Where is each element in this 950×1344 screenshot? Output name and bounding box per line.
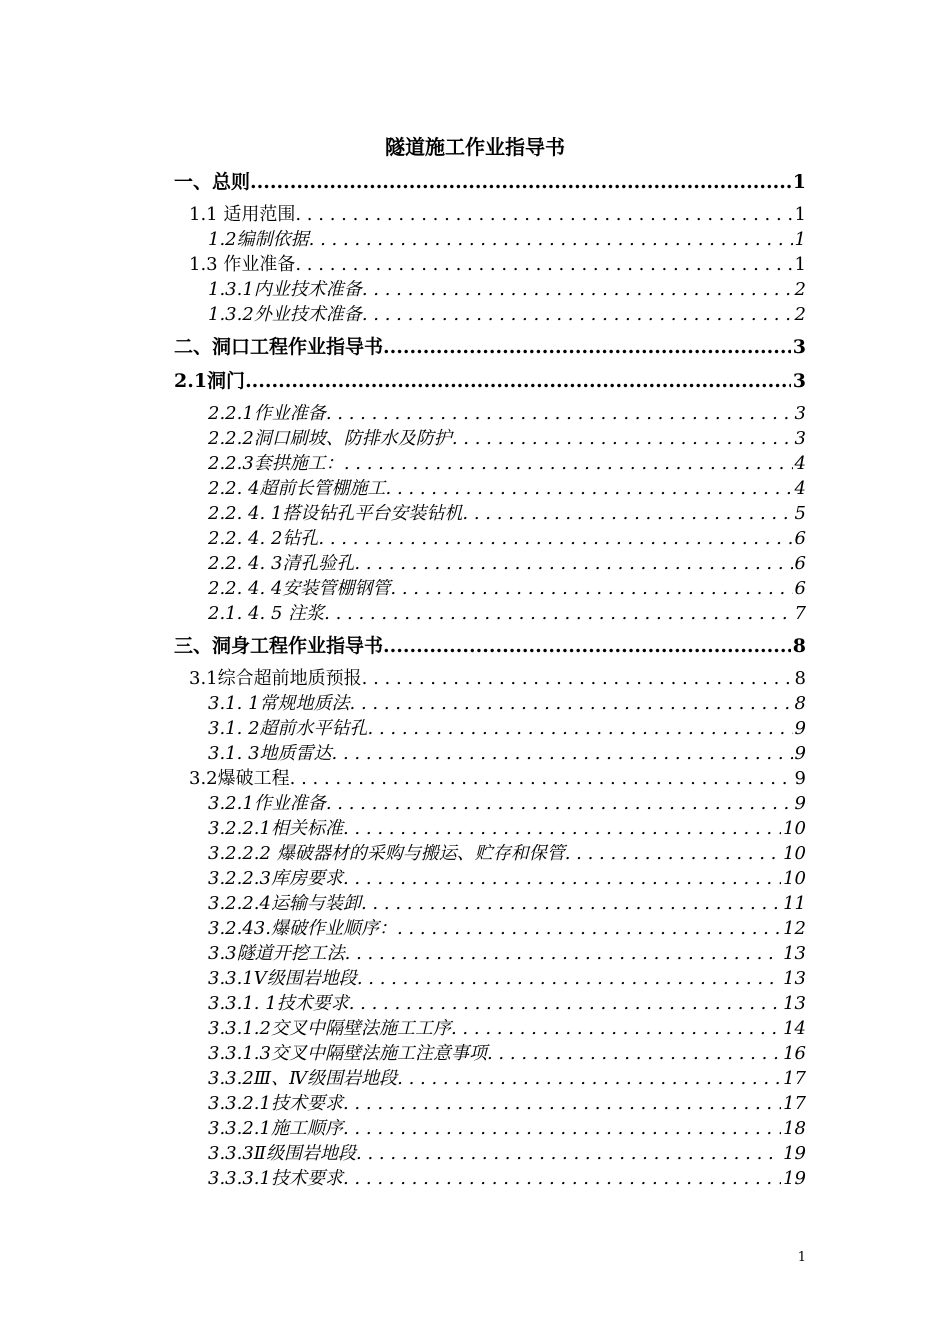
toc-entry-label: 一、总则 xyxy=(174,171,251,193)
toc-entry-label: 3.1综合超前地质预报 xyxy=(189,668,362,689)
toc-entry-page: 3 xyxy=(792,370,806,392)
toc-leader-dots xyxy=(343,1091,781,1116)
toc-leader-dots xyxy=(487,1041,781,1066)
toc-entry-label: 3.3.3.1技术要求 xyxy=(208,1168,343,1189)
toc-entry-page: 1 xyxy=(792,171,806,193)
toc-entry-page: 9 xyxy=(794,718,806,739)
toc-entry-label: 二、洞口工程作业指导书 xyxy=(174,336,384,358)
toc-entry[interactable] xyxy=(174,168,806,196)
toc-leader-dots xyxy=(344,451,793,476)
toc-entry-label: 3.2.2.1相关标准 xyxy=(208,818,343,839)
toc-leader-dots xyxy=(345,941,781,966)
toc-leader-dots xyxy=(361,891,781,916)
toc-leader-dots xyxy=(452,426,793,451)
toc-entry[interactable] xyxy=(174,1016,806,1041)
toc-entry[interactable] xyxy=(174,252,806,277)
toc-leader-dots xyxy=(362,666,793,691)
toc-leader-dots xyxy=(349,991,781,1016)
toc-entry-label: 2.2. 4. 4安装管棚钢管 xyxy=(208,578,391,599)
toc-entry-label: 2.2. 4. 3清孔验孔 xyxy=(208,553,355,574)
toc-entry-page: 11 xyxy=(783,893,806,914)
toc-entry-label: 3.1. 3地质雷达 xyxy=(208,743,332,764)
toc-entry-page: 16 xyxy=(783,1043,806,1064)
toc-entry[interactable] xyxy=(174,451,806,476)
toc-entry-page: 17 xyxy=(783,1093,806,1114)
toc-entry-page: 4 xyxy=(794,453,806,474)
toc-entry[interactable] xyxy=(174,1091,806,1116)
toc-entry-page: 7 xyxy=(794,603,806,624)
toc-leader-dots xyxy=(343,866,781,891)
toc-entry-page: 3 xyxy=(792,336,806,358)
toc-leader-dots xyxy=(309,227,793,252)
toc-entry[interactable] xyxy=(174,841,806,866)
toc-entry-label: 3.3隧道开挖工法 xyxy=(208,943,345,964)
toc-entry-label: 3.2爆破工程 xyxy=(189,768,290,789)
toc-entry[interactable] xyxy=(174,766,806,791)
toc-entry-page: 18 xyxy=(783,1118,806,1139)
toc-entry[interactable] xyxy=(174,891,806,916)
toc-entry-page: 14 xyxy=(783,1018,806,1039)
toc-entry-page: 8 xyxy=(794,693,806,714)
toc-leader-dots xyxy=(250,168,791,196)
table-of-contents xyxy=(174,168,806,1191)
page-number: 1 xyxy=(797,1250,806,1265)
toc-entry-label: 3.3.1Ⅴ级围岩地段 xyxy=(208,968,357,989)
toc-entry-page: 19 xyxy=(783,1168,806,1189)
toc-entry-page: 6 xyxy=(794,578,806,599)
toc-entry-page: 8 xyxy=(794,668,806,689)
toc-entry-label: 1.2编制依据 xyxy=(208,229,309,250)
toc-leader-dots xyxy=(397,916,781,941)
toc-entry-page: 9 xyxy=(794,743,806,764)
toc-leader-dots xyxy=(565,841,781,866)
toc-leader-dots xyxy=(326,401,793,426)
toc-leader-dots xyxy=(390,576,792,601)
toc-entry[interactable] xyxy=(174,941,806,966)
toc-entry[interactable] xyxy=(174,277,806,302)
toc-entry-page: 6 xyxy=(794,553,806,574)
toc-leader-dots xyxy=(295,252,792,277)
toc-entry-label: 3.2.2.2 爆破器材的采购与搬运、贮存和保管 xyxy=(208,843,565,864)
toc-entry-page: 10 xyxy=(783,818,806,839)
toc-leader-dots xyxy=(343,1166,781,1191)
toc-entry[interactable] xyxy=(174,333,806,361)
toc-entry-page: 2 xyxy=(794,279,806,300)
toc-entry-label: 3.3.1. 1技术要求 xyxy=(208,993,349,1014)
toc-entry[interactable] xyxy=(174,991,806,1016)
toc-entry-page: 4 xyxy=(794,478,806,499)
toc-entry[interactable] xyxy=(174,816,806,841)
toc-entry-label: 1.1 适用范围 xyxy=(189,204,296,225)
toc-entry-page: 12 xyxy=(783,918,806,939)
toc-entry-page: 1 xyxy=(794,229,806,250)
toc-entry-page: 10 xyxy=(783,843,806,864)
toc-entry-label: 3.3.2Ⅲ、Ⅳ级围岩地段 xyxy=(208,1068,398,1089)
toc-leader-dots xyxy=(332,741,793,766)
toc-leader-dots xyxy=(383,632,791,660)
toc-entry[interactable] xyxy=(174,367,806,395)
toc-entry-label: 3.2.2.3库房要求 xyxy=(208,868,343,889)
toc-leader-dots xyxy=(343,816,781,841)
toc-entry[interactable] xyxy=(174,741,806,766)
toc-entry[interactable] xyxy=(174,476,806,501)
toc-entry-page: 9 xyxy=(794,768,806,789)
toc-entry-label: 三、洞身工程作业指导书 xyxy=(174,635,384,657)
toc-entry-label: 3.3.2.1施工顺序 xyxy=(208,1118,343,1139)
toc-entry[interactable] xyxy=(174,866,806,891)
toc-leader-dots xyxy=(326,791,793,816)
toc-entry[interactable] xyxy=(174,1116,806,1141)
toc-entry-label: 2.1. 4. 5 注浆 xyxy=(208,603,325,624)
toc-leader-dots xyxy=(245,367,791,395)
toc-leader-dots xyxy=(357,966,781,991)
toc-entry[interactable] xyxy=(174,227,806,252)
toc-entry-page: 1 xyxy=(794,254,806,275)
toc-leader-dots xyxy=(451,1016,781,1041)
toc-entry-label: 3.1. 2超前水平钻孔 xyxy=(208,718,368,739)
toc-entry-label: 2.1洞门 xyxy=(174,370,246,392)
toc-leader-dots xyxy=(368,716,793,741)
toc-entry-label: 1.3 作业准备 xyxy=(189,254,296,275)
toc-entry[interactable] xyxy=(174,966,806,991)
toc-entry[interactable] xyxy=(174,601,806,626)
toc-leader-dots xyxy=(462,501,792,526)
toc-entry-label: 2.2. 4. 2钻孔 xyxy=(208,528,319,549)
toc-entry[interactable] xyxy=(174,691,806,716)
toc-leader-dots xyxy=(397,1066,781,1091)
toc-entry-label: 2.2.3套拱施工： xyxy=(208,453,344,474)
toc-entry[interactable] xyxy=(174,1041,806,1066)
toc-entry-page: 13 xyxy=(783,993,806,1014)
toc-entry-page: 10 xyxy=(783,868,806,889)
toc-leader-dots xyxy=(318,526,792,551)
toc-entry-page: 13 xyxy=(783,968,806,989)
toc-entry-page: 5 xyxy=(794,503,806,524)
toc-entry-page: 3 xyxy=(794,428,806,449)
toc-entry-label: 2.2.1作业准备 xyxy=(208,403,326,424)
toc-leader-dots xyxy=(356,1141,781,1166)
toc-entry[interactable] xyxy=(174,401,806,426)
toc-entry-label: 2.2. 4超前长管棚施工 xyxy=(208,478,386,499)
toc-entry-page: 8 xyxy=(792,635,806,657)
toc-entry-page: 13 xyxy=(783,943,806,964)
toc-leader-dots xyxy=(295,202,792,227)
toc-entry-label: 3.2.1作业准备 xyxy=(208,793,326,814)
toc-entry[interactable] xyxy=(174,551,806,576)
toc-entry-label: 1.3.1内业技术准备 xyxy=(208,279,362,300)
toc-entry-label: 3.3.1.2交叉中隔壁法施工工序 xyxy=(208,1018,451,1039)
toc-leader-dots xyxy=(324,601,792,626)
toc-entry[interactable] xyxy=(174,501,806,526)
toc-entry-label: 3.3.2.1技术要求 xyxy=(208,1093,343,1114)
toc-entry-page: 19 xyxy=(783,1143,806,1164)
toc-entry[interactable] xyxy=(174,716,806,741)
toc-entry-label: 1.3.2外业技术准备 xyxy=(208,304,362,325)
toc-entry[interactable] xyxy=(174,1141,806,1166)
toc-entry-page: 9 xyxy=(794,793,806,814)
toc-entry[interactable] xyxy=(174,916,806,941)
toc-entry-label: 3.2.2.4运输与装卸 xyxy=(208,893,361,914)
toc-leader-dots xyxy=(290,766,793,791)
toc-leader-dots xyxy=(386,476,793,501)
toc-entry[interactable] xyxy=(174,1166,806,1191)
toc-entry-page: 3 xyxy=(794,403,806,424)
toc-entry[interactable] xyxy=(174,791,806,816)
toc-entry-page: 6 xyxy=(794,528,806,549)
toc-leader-dots xyxy=(362,277,793,302)
toc-entry-label: 3.1. 1常规地质法 xyxy=(208,693,350,714)
toc-entry-label: 2.2.2洞口刷坡、防排水及防护 xyxy=(208,428,452,449)
toc-entry-page: 17 xyxy=(783,1068,806,1089)
toc-entry[interactable] xyxy=(174,632,806,660)
toc-entry-label: 3.3.1.3交叉中隔壁法施工注意事项 xyxy=(208,1043,487,1064)
toc-leader-dots xyxy=(343,1116,781,1141)
toc-entry[interactable] xyxy=(174,576,806,601)
toc-entry[interactable] xyxy=(174,202,806,227)
toc-leader-dots xyxy=(350,691,793,716)
toc-leader-dots xyxy=(354,551,792,576)
toc-entry[interactable] xyxy=(174,426,806,451)
toc-leader-dots xyxy=(362,302,793,327)
toc-entry[interactable] xyxy=(174,302,806,327)
toc-leader-dots xyxy=(383,333,791,361)
document-title: 隧道施工作业指导书 xyxy=(385,135,565,159)
toc-entry-page: 2 xyxy=(794,304,806,325)
toc-entry-label: 2.2. 4. 1搭设钻孔平台安装钻机 xyxy=(208,503,463,524)
toc-entry[interactable] xyxy=(174,526,806,551)
toc-entry-label: 3.2.43.爆破作业顺序： xyxy=(208,918,397,939)
toc-entry-page: 1 xyxy=(794,204,806,225)
toc-entry[interactable] xyxy=(174,1066,806,1091)
toc-entry[interactable] xyxy=(174,666,806,691)
toc-entry-label: 3.3.3Ⅱ级围岩地段 xyxy=(208,1143,357,1164)
